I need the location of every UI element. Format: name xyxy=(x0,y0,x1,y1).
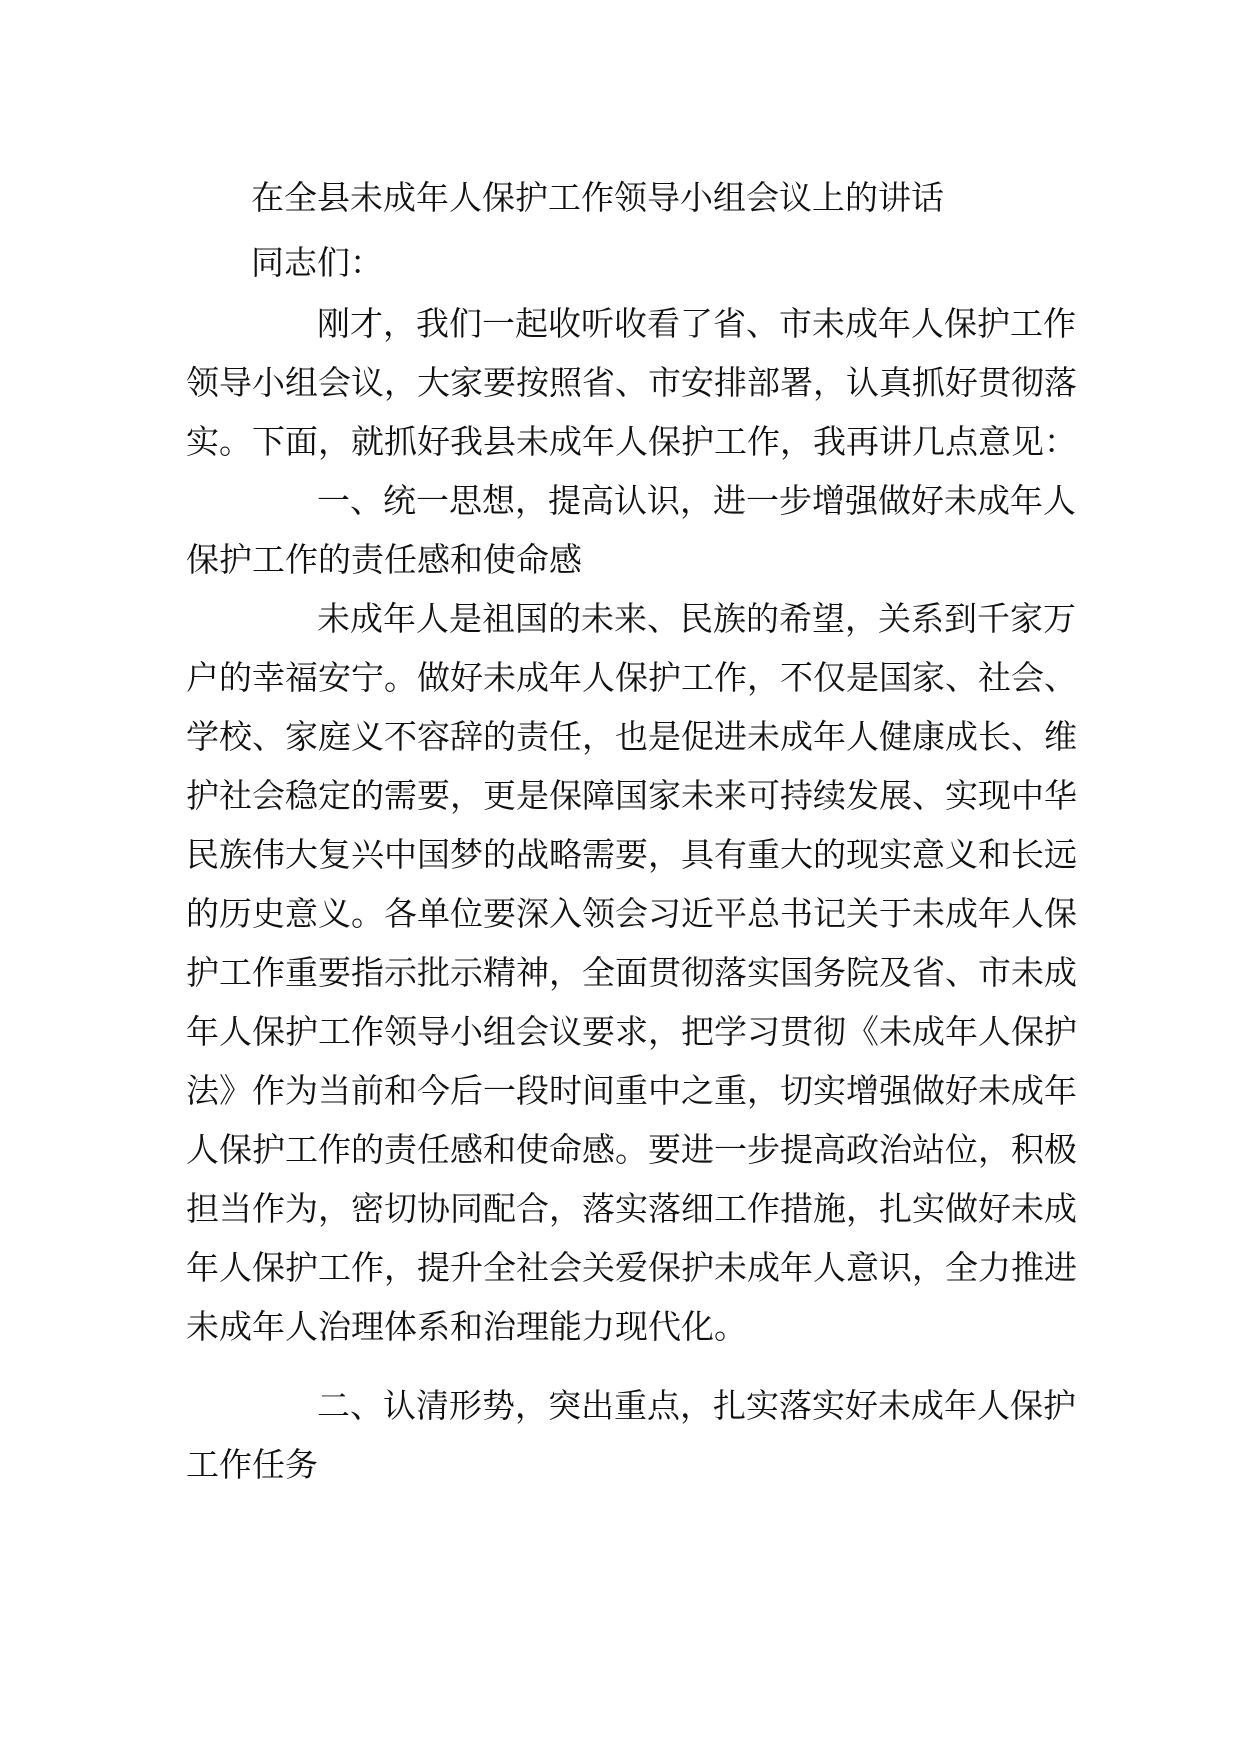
paragraph-line: 担当作为，密切协同配合，落实落细工作措施，扎实做好未成 xyxy=(186,1189,1077,1228)
paragraph-line: 民族伟大复兴中国梦的战略需要，具有重大的现实意义和长远 xyxy=(186,835,1077,874)
paragraph-line: 未成年人治理体系和治理能力现代化。 xyxy=(186,1307,747,1346)
paragraph-line: 人保护工作的责任感和使命感。要进一步提高政治站位，积极 xyxy=(186,1130,1077,1169)
section-heading-1: 一、统一思想，提高认识，进一步增强做好未成年人 xyxy=(317,481,1076,520)
paragraph-line: 学校、家庭义不容辞的责任，也是促进未成年人健康成长、维 xyxy=(186,717,1077,756)
paragraph-line: 实。下面，就抓好我县未成年人保护工作，我再讲几点意见： xyxy=(186,422,1077,461)
paragraph-line: 法》作为当前和今后一段时间重中之重，切实增强做好未成年 xyxy=(186,1071,1077,1110)
paragraph-line: 刚才，我们一起收听收看了省、市未成年人保护工作 xyxy=(317,304,1076,343)
paragraph-line: 的历史意义。各单位要深入领会习近平总书记关于未成年人保 xyxy=(186,894,1077,933)
section-heading-2: 二、认清形势，突出重点，扎实落实好未成年人保护 xyxy=(317,1386,1076,1425)
paragraph-line: 护社会稳定的需要，更是保障国家未来可持续发展、实现中华 xyxy=(186,776,1077,815)
paragraph-line: 年人保护工作领导小组会议要求，把学习贯彻《未成年人保护 xyxy=(186,1012,1077,1051)
paragraph-line: 护工作重要指示批示精神，全面贯彻落实国务院及省、市未成 xyxy=(186,953,1077,992)
paragraph-line: 年人保护工作，提升全社会关爱保护未成年人意识，全力推进 xyxy=(186,1248,1077,1287)
section-heading-2-cont: 工作任务 xyxy=(186,1445,318,1484)
section-heading-1-cont: 保护工作的责任感和使命感 xyxy=(186,540,582,579)
paragraph-line: 领导小组会议，大家要按照省、市安排部署，认真抓好贯彻落 xyxy=(186,363,1077,402)
speech-title: 在全县未成年人保护工作领导小组会议上的讲话 xyxy=(251,178,944,217)
salutation: 同志们： xyxy=(251,243,383,282)
paragraph-line: 户的幸福安宁。做好未成年人保护工作，不仅是国家、社会、 xyxy=(186,658,1077,697)
paragraph-line: 未成年人是祖国的未来、民族的希望，关系到千家万 xyxy=(317,599,1076,638)
